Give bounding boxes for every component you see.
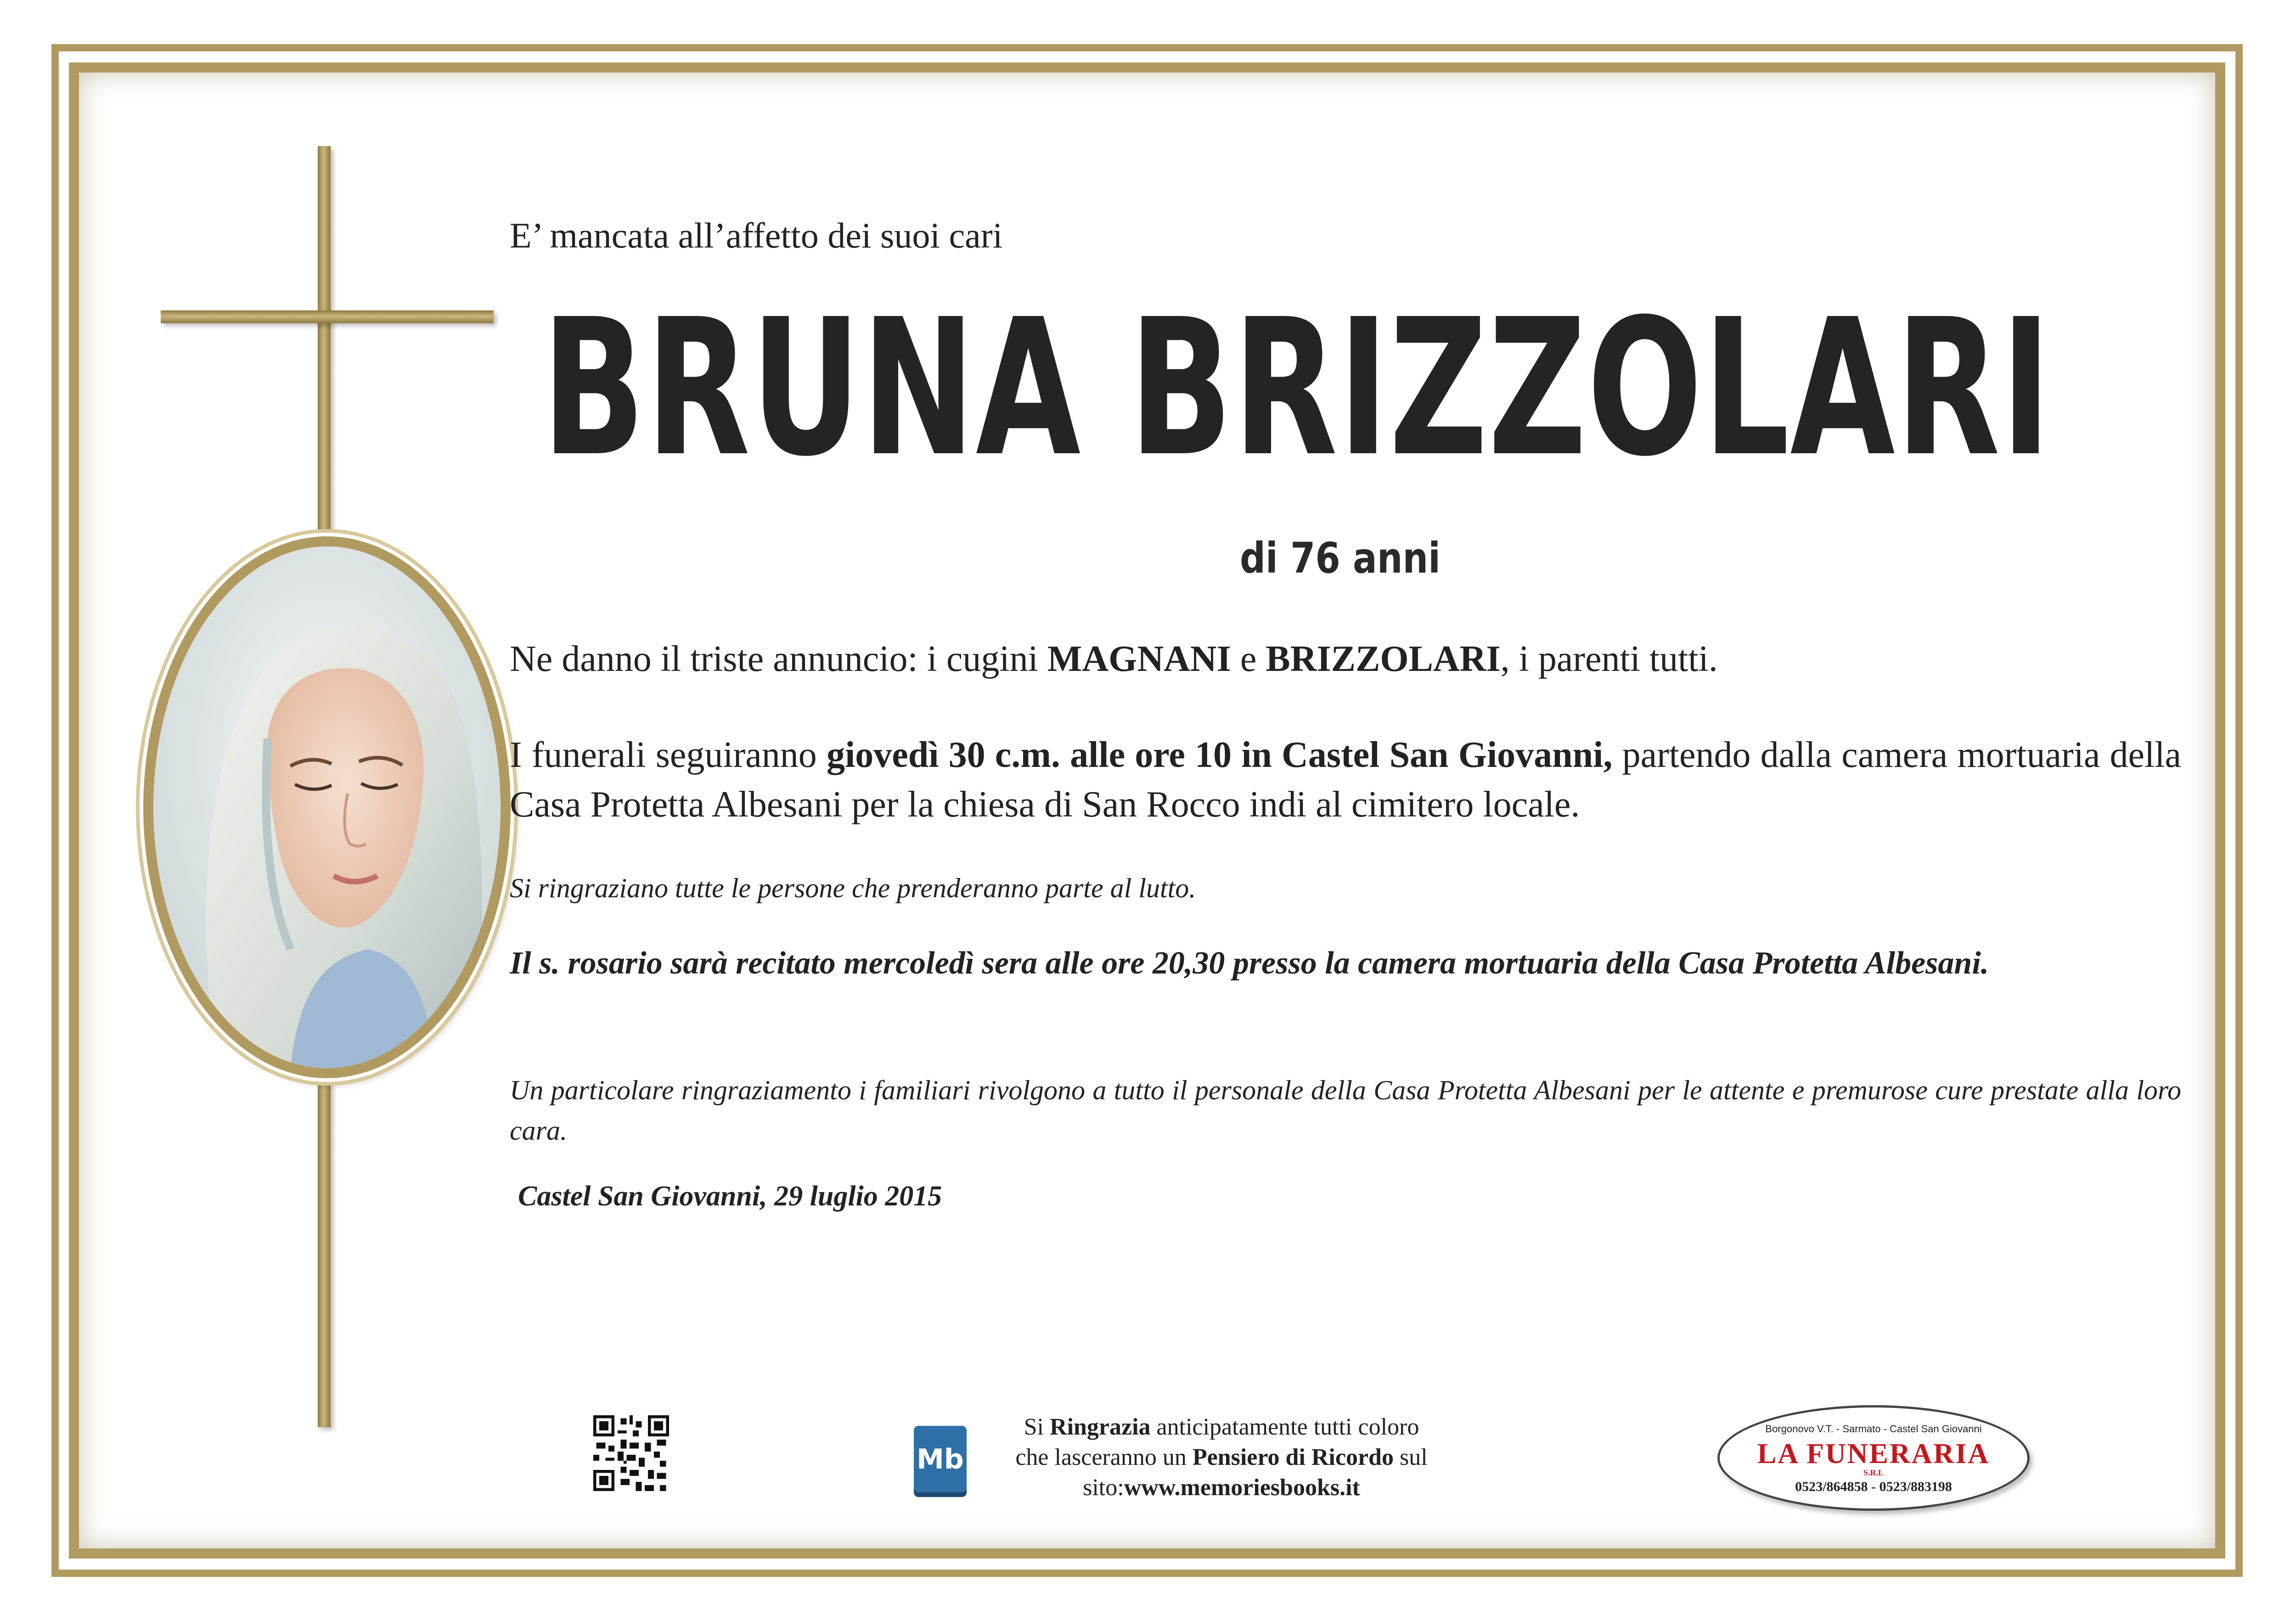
la-funeraria-logo — [1717, 1405, 2030, 1511]
madonna-illustration — [153, 546, 501, 1068]
footer-thanks-line-1 — [987, 1412, 1456, 1442]
funeral-paragraph — [510, 730, 2181, 829]
rosary-paragraph: Il s. rosario sarà recitato mercoledì sera alle ore 20,30 presso la camera mortuaria della Casa Protetta Albesani. — [510, 946, 1989, 981]
deceased-age: di 76 anni — [1240, 534, 1441, 583]
memoriesbooks-logo-icon[interactable]: Mb — [914, 1426, 967, 1492]
footer-l3-prefix: sito: — [1083, 1475, 1124, 1501]
funeral-prefix: I funerali seguiranno — [510, 735, 827, 775]
special-thanks-paragraph: Un particolare ringraziamento i familiari rivolgono a tutto il personale della Casa Protetta Albesani per le attente e premurose cure prestate alla loro cara. — [510, 1075, 2181, 1146]
footer-l1-suffix: anticipatamente tutti coloro — [1150, 1414, 1419, 1440]
place-date: Castel San Giovanni, 29 luglio 2015 — [518, 1181, 942, 1212]
family-name-magnani: MAGNANI — [1047, 639, 1231, 679]
footer-l2-suffix: sul — [1393, 1444, 1428, 1470]
funeral-datetime: giovedì 30 c.m. alle ore 10 in Castel San Giovanni, — [826, 735, 1613, 775]
madonna-portrait — [143, 536, 511, 1078]
footer-l1-prefix: Si — [1024, 1414, 1050, 1440]
website-link[interactable]: www.memoriesbooks.it — [1124, 1475, 1360, 1501]
logo-locations: Borgonovo V.T. - Sarmato - Castel San Giovanni — [1765, 1423, 1982, 1435]
cross-horizontal-bar — [161, 310, 494, 323]
qr-code-icon[interactable] — [593, 1415, 669, 1491]
funeral-suffix: partendo dalla camera mortuaria della Casa Protetta Albesani per la chiesa di San Rocco indi al cimitero locale. — [510, 735, 2182, 825]
logo-phones: 0523/864858 - 0523/883198 — [1795, 1479, 1952, 1494]
announcement-paragraph — [510, 638, 2181, 680]
announcement-and: e — [1231, 639, 1266, 679]
logo-brand: LA FUNERARIA — [1757, 1438, 1990, 1469]
thanks-line: Si ringraziano tutte le persone che prenderanno parte al lutto. — [510, 873, 1196, 903]
intro-line: E’ mancata all’affetto dei suoi cari — [510, 215, 1003, 255]
announcement-prefix: Ne danno il triste annuncio: i cugini — [510, 639, 1047, 679]
footer-l1-bold: Ringrazia — [1050, 1414, 1151, 1440]
footer-thanks — [987, 1412, 1456, 1503]
logo-srl: S.R.L — [1863, 1468, 1884, 1477]
footer-l2-prefix: che lasceranno un — [1015, 1444, 1193, 1470]
announcement-suffix: , i parenti tutti. — [1500, 639, 1718, 679]
family-name-brizzolari: BRIZZOLARI — [1266, 639, 1501, 679]
footer-l2-bold: Pensiero di Ricordo — [1192, 1444, 1394, 1470]
footer-thanks-line-3 — [987, 1473, 1456, 1503]
deceased-name: BRUNA BRIZZOLARI — [542, 278, 2052, 498]
footer-thanks-line-2 — [987, 1442, 1456, 1473]
